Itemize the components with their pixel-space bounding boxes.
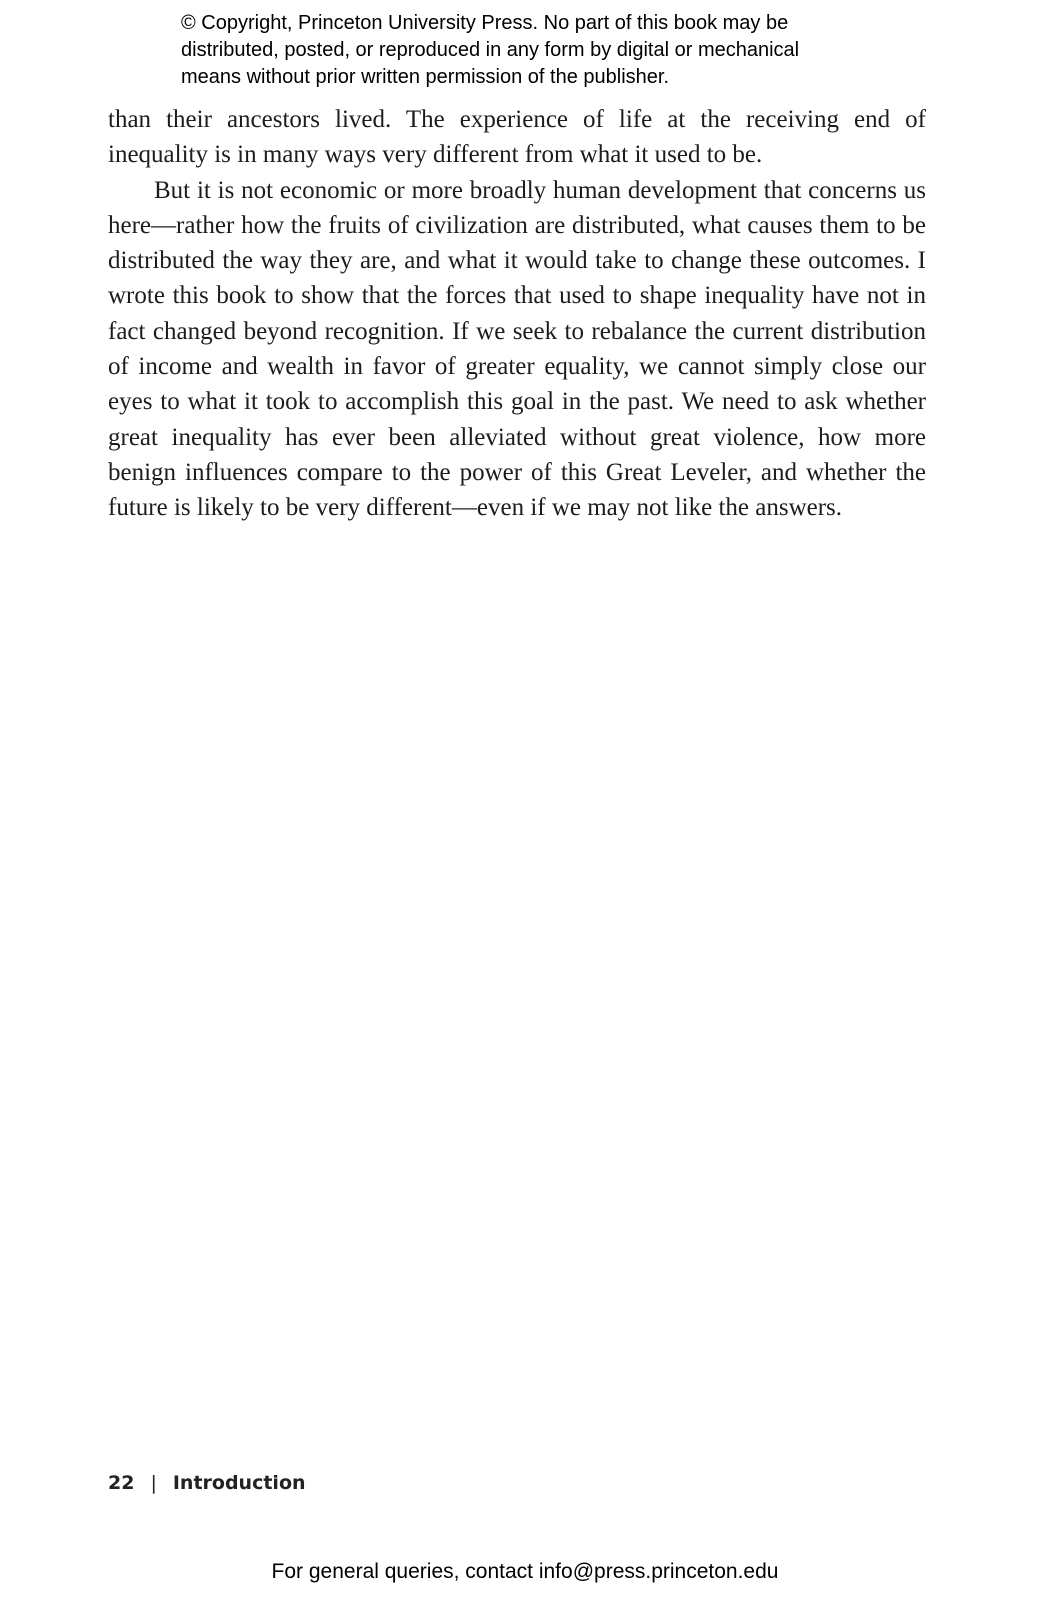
copyright-line: © Copyright, Princeton University Press. No part of this book may be (181, 12, 789, 34)
page-number: 22 (108, 1472, 135, 1494)
contact-footer: For general queries, contact info@press.princeton.edu (271, 1560, 779, 1583)
copyright-notice (181, 10, 901, 91)
book-body-text (108, 102, 926, 526)
copyright-line: means without prior written permission of the publisher. (181, 66, 670, 88)
paragraph-continuation: than their ancestors lived. The experience of life at the receiving end of inequality is in many ways very different from what it used to be. (108, 106, 926, 169)
paragraph: But it is not economic or more broadly human development that concerns us here—rather how the fruits of civilization are distributed, what causes them to be distributed the way they are, and what it would take to change these outcomes. I wrote this book to show that the forces that used to shape inequality have not in fact changed beyond recognition. If we seek to rebalance the current distribution of income and wealth in favor of greater equality, we cannot simply close our eyes to what it took to accomplish this goal in the past. We need to ask whether great inequality has ever been alleviated without great violence, how more benign influences compare to the power of this Great Leveler, and whether the future is likely to be very different—even if we may not like the answers. (108, 176, 926, 522)
copyright-line: distributed, posted, or reproduced in any form by digital or mechanical (181, 39, 800, 61)
section-title: Introduction (172, 1472, 306, 1494)
running-footer (108, 1472, 306, 1494)
footer-separator: | (150, 1472, 157, 1494)
